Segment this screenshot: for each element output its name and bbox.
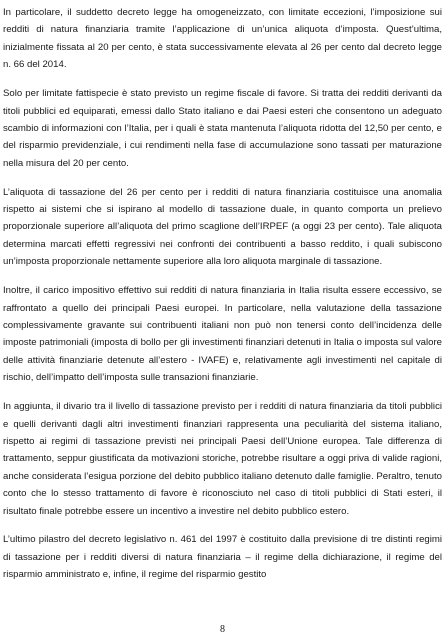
document-body [3, 4, 442, 595]
paragraph-5: In aggiunta, il divario tra il livello di tassazione previsto per i redditi di natura finanziaria da titoli pubblici e quelli derivanti dagli altri investimenti finanziari rappresenta una peculiarità del sistema italiano, rispetto ai regimi di tassazione previsti nei principali Paesi dell’Unione europea. Tale differenza di trattamento, seppur giustificata da motivazioni storiche, potrebbe risultare a oggi priva di valide ragioni, anche considerata l’esigua porzione del debito pubblico italiano detenuto dalle famiglie. Peraltro, tenuto conto che lo stesso trattamento di favore è riconosciuto nel caso di titoli pubblici di Stati esteri, il risultato finale potrebbe essere un incentivo a investire nel debito pubblico estero. [3, 401, 442, 517]
paragraph-3: L’aliquota di tassazione del 26 per cento per i redditi di natura finanziaria costituisce una anomalia rispetto ai sistemi che si ispirano al modello di tassazione duale, in quanto comporta un prelievo proporzionale superiore all’aliquota del primo scaglione dell’IRPEF (a oggi 23 per cento). Tale aliquota determina marcati effetti regressivi nei confronti dei contribuenti a basso reddito, i quali subiscono un’imposta proporzionale nettamente superiore alla loro aliquota marginale di tassazione. [3, 186, 442, 268]
paragraph-2: Solo per limitate fattispecie è stato previsto un regime fiscale di favore. Si tratta dei redditi derivanti da titoli pubblici ed equiparati, emessi dallo Stato italiano e dai Paesi esteri che consentono un adeguato scambio di informazioni con l’Italia, per i quali è stata mantenuta l’aliquota ridotta del 12,50 per cento, e del risparmio previdenziale, i cui rendimenti nella fase di accumulazione sono tassati per maturazione nella misura del 20 per cento. [3, 88, 442, 169]
paragraph-4: Inoltre, il carico impositivo effettivo sui redditi di natura finanziaria in Italia risulta essere eccessivo, se raffrontato a quello dei principali Paesi europei. In particolare, nella valutazione della tassazione complessivamente gravante sui contribuenti italiani non può non tenersi conto dell’incidenza delle imposte patrimoniali (imposta di bollo per gli investimenti finanziari detenuti in Italia o imposta sul valore delle attività finanziarie detenute all’estero - IVAFE) e, relativamente agli investimenti nel capitale di rischio, dell’impatto dell’imposta sulle transazioni finanziarie. [3, 285, 442, 384]
page-number: 8 [220, 624, 225, 635]
paragraph-6: L’ultimo pilastro del decreto legislativo n. 461 del 1997 è costituito dalla previsione di tre distinti regimi di tassazione per i redditi diversi di natura finanziaria – il regime della dichiarazione, il regime del risparmio amministrato e, infine, il regime del risparmio gestito [3, 534, 442, 581]
paragraph-1: In particolare, il suddetto decreto legge ha omogeneizzato, con limitate eccezioni, l’imposizione sui redditi di natura finanziaria tramite l’applicazione di un’unica aliquota d’imposta. Quest’ultima, inizialmente fissata al 20 per cento, è stata successivamente elevata al 26 per cento dal decreto legge n. 66 del 2014. [3, 7, 442, 71]
